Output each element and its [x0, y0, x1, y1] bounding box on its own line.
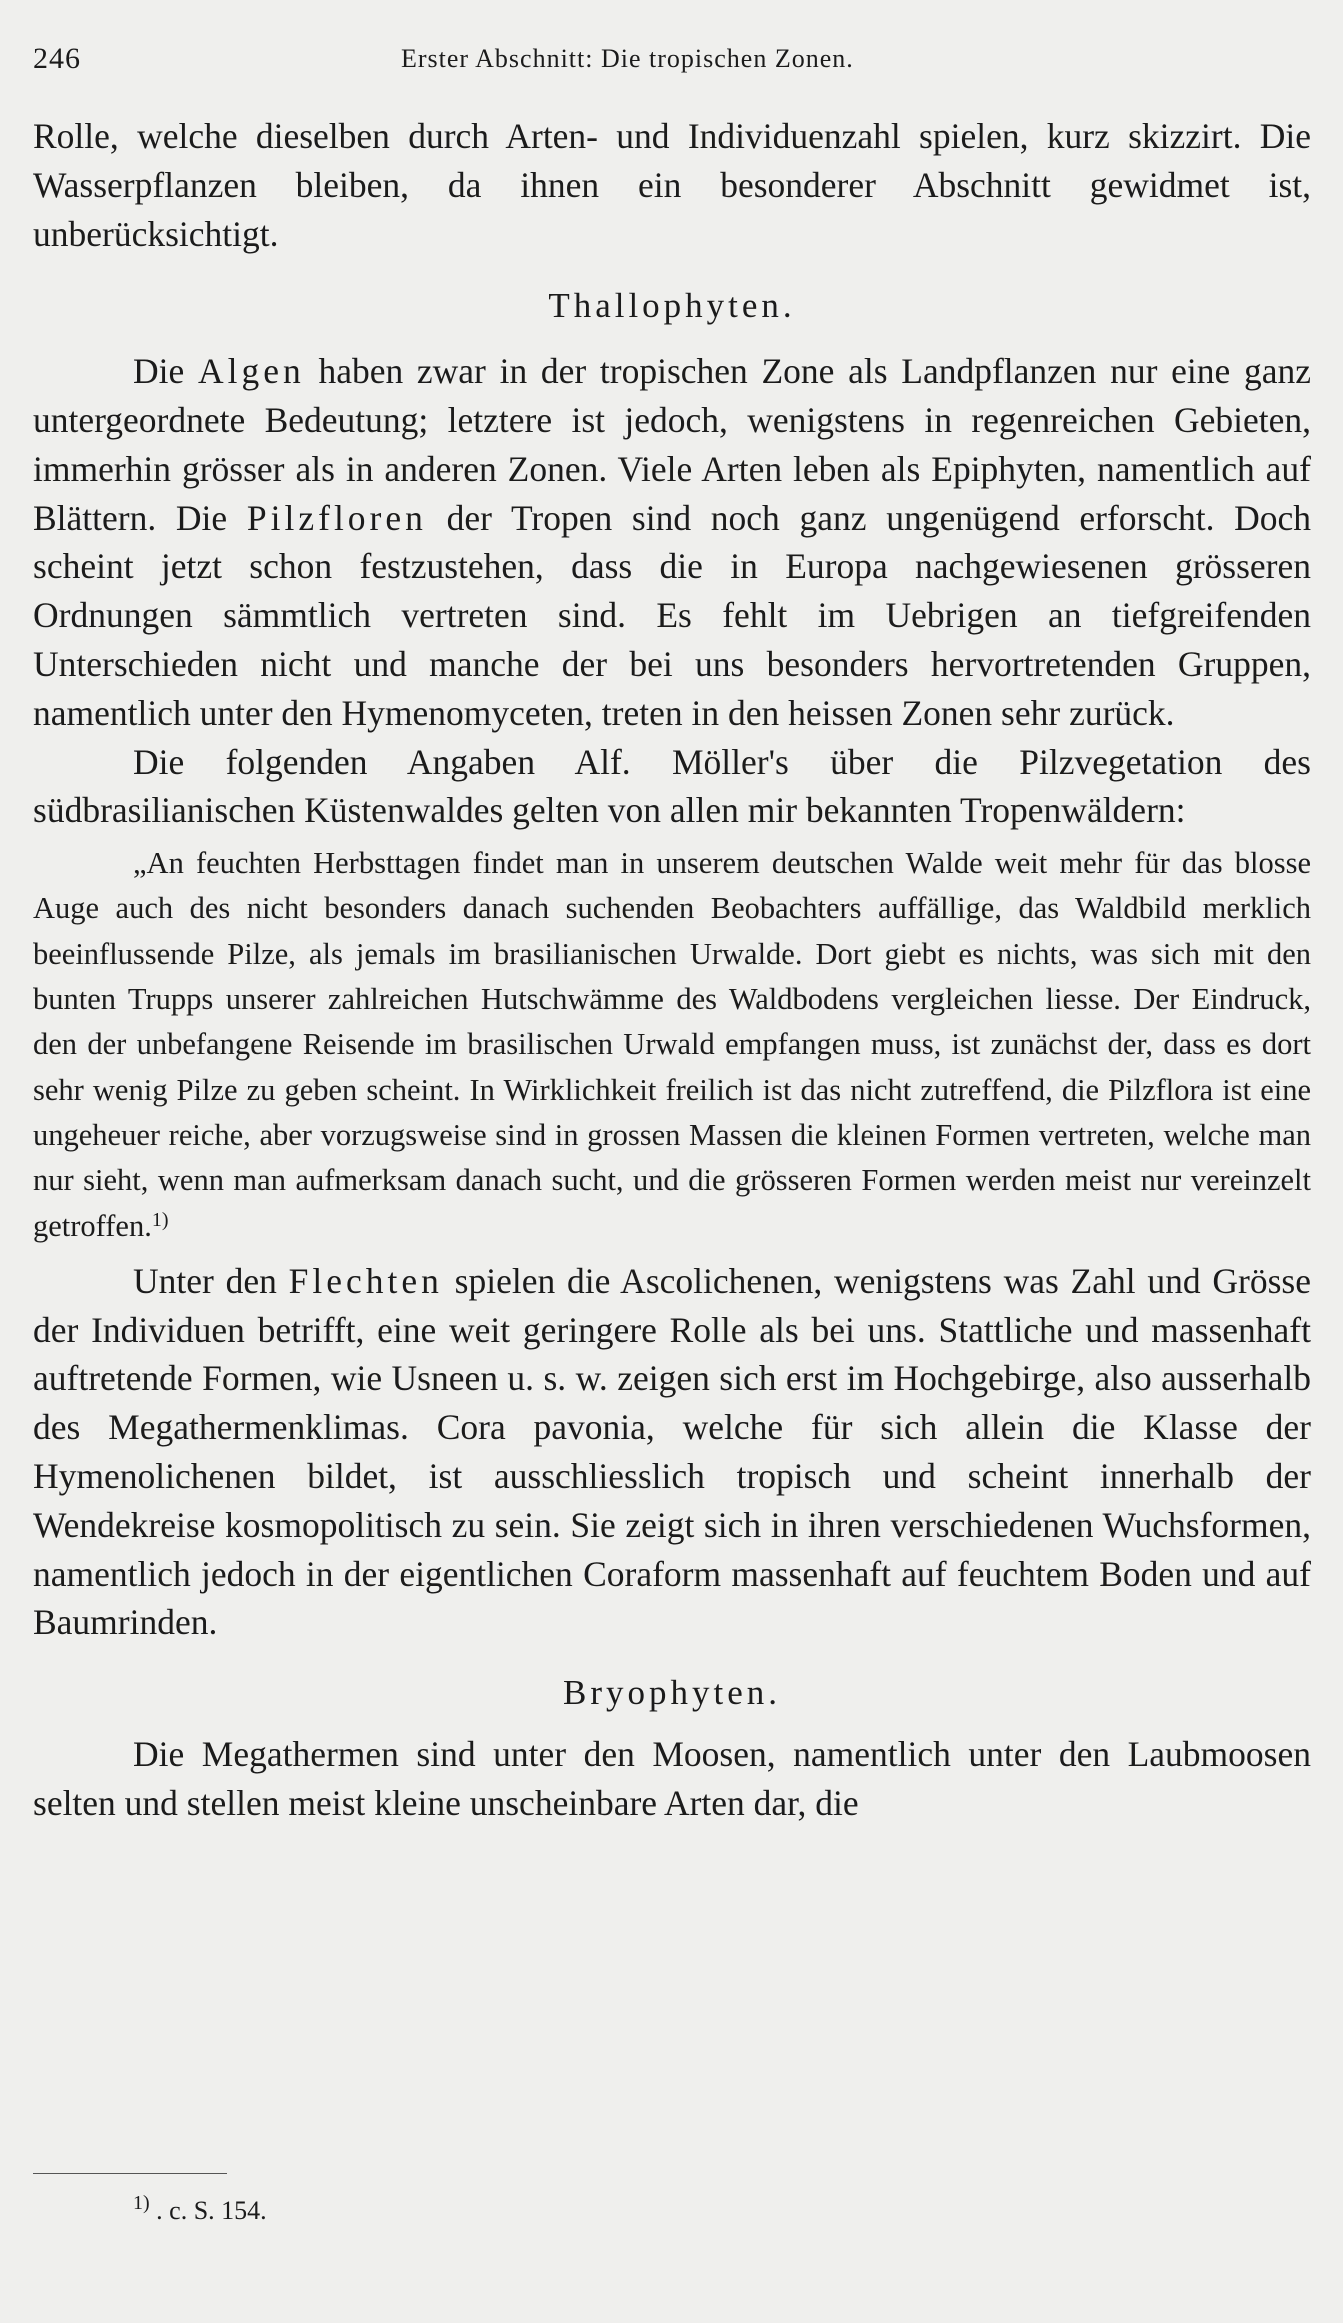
footnote-divider	[33, 2173, 227, 2174]
footnote	[133, 2192, 267, 2226]
footnote-marker: 1)	[133, 2192, 150, 2214]
paragraph-moose: Die Megathermen sind unter den Moosen, namentlich unter den Laubmoosen selten und stellen meist kleine unscheinbare Arten dar, die	[33, 1734, 1311, 1823]
paragraph-algen	[33, 347, 1311, 737]
term-algen: Algen	[197, 351, 305, 392]
section-heading-thallophyten: Thallophyten.	[548, 286, 796, 326]
paragraph-flechten-end: spielen die Ascolichenen, wenigstens was Zahl und Grösse der Individuen betrifft, eine weit geringere Rolle als bei uns. Stattliche und massenhaft auftretende Formen, wie Usneen u. s. w. zeigen sich erst im Hochgebirge, also ausserhalb des Megathermenklimas. Cora pavonia, welche für sich allein die Klasse der Hymenolichenen bildet, ist ausschliesslich tropisch und scheint innerhalb der Wendekreise kosmopolitisch zu sein. Sie zeigt sich in ihren verschiedenen Wuchsformen, namentlich jedoch in der eigentlichen Coraform massenhaft auf feuchtem Boden und auf Baumrinden.	[33, 1260, 1311, 1643]
block-quote	[33, 841, 1311, 1249]
term-pilzfloren: Pilzfloren	[246, 497, 427, 538]
term-flechten: Flechten	[288, 1260, 443, 1301]
section-heading-bryophyten: Bryophyten.	[562, 1673, 781, 1713]
quote-text	[33, 841, 1311, 1249]
paragraph-algen-end: der Tropen sind noch ganz ungenügend erforscht. Doch scheint jetzt schon festzustehen, dass die in Europa nachgewiesenen grösseren Ordnungen sämmtlich vertreten sind. Es fehlt im Uebrigen an tiefgreifenden Unterschieden nicht und manche der bei uns besonders hervortretenden Gruppen, namentlich unter den Hymenomyceten, treten in den heissen Zonen sehr zurück.	[33, 497, 1312, 733]
paragraph-moeller: Die folgenden Angaben Alf. Möller's über die Pilzvegetation des südbrasilianischen Küstenwaldes gelten von allen mir bekannten Tropenwäldern:	[33, 741, 1311, 831]
paragraph-flechten-start: Unter den	[133, 1260, 277, 1301]
footnote-reference: 1)	[151, 1208, 169, 1231]
quote-body: „An feuchten Herbsttagen findet man in unserem deutschen Walde weit mehr für das blosse Auge auch des nicht besonders danach suchenden Beobachters auffällige, das Waldbild merklich beeinflussende Pilze, als jemals im brasilianischen Urwalde. Dort giebt es nichts, was sich mit den bunten Trupps unserer zahlreichen Hutschwämme des Waldbodens vergleichen liesse. Der Eindruck, den der unbefangene Reisende im brasilischen Urwald empfangen muss, ist zunächst der, dass es dort sehr wenig Pilze zu geben scheint. In Wirklichkeit freilich ist das nicht zutreffend, die Pilzflora ist eine ungeheuer reiche, aber vorzugsweise sind in grossen Massen die kleinen Formen vertreten, welche man nur sieht, wenn man aufmerksam danach sucht, und die grösseren Formen werden meist nur vereinzelt getroffen.	[33, 846, 1311, 1243]
footnote-text: . c. S. 154.	[156, 2196, 267, 2225]
page-header	[33, 38, 1300, 88]
paragraph-algen-start: Die	[133, 351, 185, 392]
running-head: Erster Abschnitt: Die tropischen Zonen.	[401, 44, 854, 73]
paragraph-algen-mid: haben zwar in der tropischen Zone als Landpflanzen nur eine ganz untergeordnete Bedeutung; letztere ist jedoch, wenigstens in regenreichen Gebieten, immerhin grösser als in anderen Zonen. Viele Arten leben als Epiphyten, namentlich auf Blättern. Die	[33, 351, 1311, 538]
paragraph-intro: Rolle, welche dieselben durch Arten- und Individuenzahl spielen, kurz skizzirt. Die Wasserpflanzen bleiben, da ihnen ein besonderer Abschnitt gewidmet ist, unberücksichtigt.	[33, 116, 1311, 254]
page-number: 246	[33, 42, 81, 75]
page-body	[33, 112, 1311, 1828]
paragraph-flechten	[33, 1257, 1311, 1647]
